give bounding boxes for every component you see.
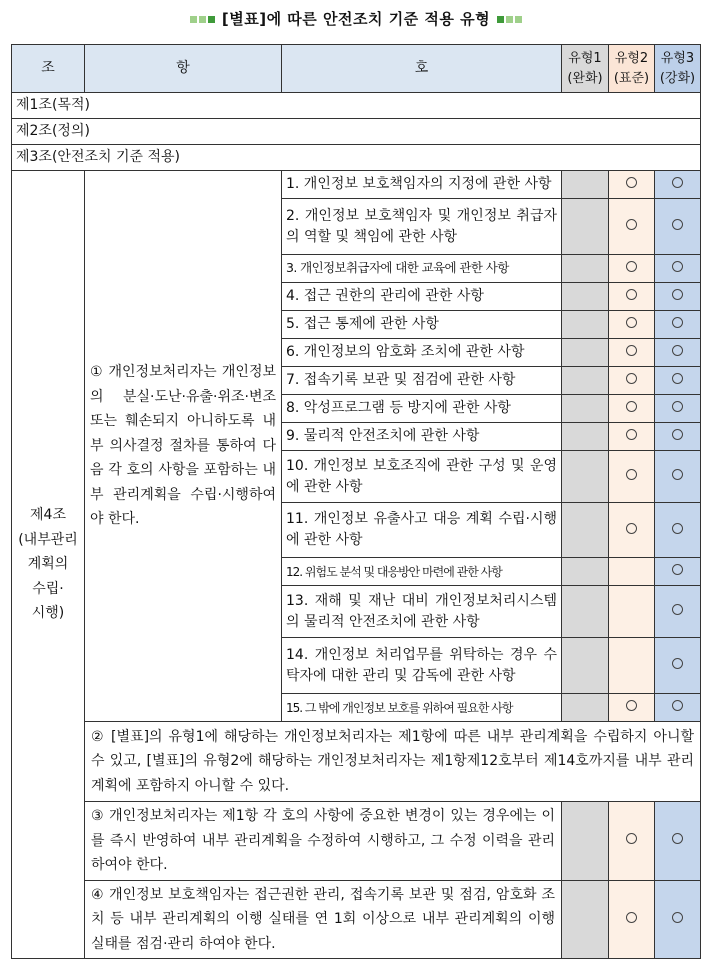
article4-jo-line: (내부관리 xyxy=(18,531,78,548)
hang4-type2-cell xyxy=(609,880,655,959)
circle-mark-icon xyxy=(672,177,683,188)
hang1-text: ① 개인정보처리자는 개인정보의 분실·도난·유출·위조·변조 또는 훼손되지 아니하도록 내부 의사결정 절차를 통하여 다음 각 호의 사항을 포함하는 내부 관리계획을 수립·시행하여야 한다. xyxy=(85,171,282,722)
circle-mark-icon xyxy=(672,317,683,328)
item-text: 4. 접근 권한의 관리에 관한 사항 xyxy=(282,283,562,311)
title-square-icon xyxy=(506,16,513,23)
item-text: 14. 개인정보 처리업무를 위탁하는 경우 수탁자에 대한 관리 및 감독에 관한 사항 xyxy=(282,638,562,694)
circle-mark-icon xyxy=(672,833,683,844)
item-text: 8. 악성프로그램 등 방지에 관한 사항 xyxy=(282,395,562,423)
item-type2-cell xyxy=(609,586,655,638)
item-type1-cell xyxy=(562,283,609,311)
circle-mark-icon xyxy=(626,401,637,412)
item-type1-cell xyxy=(562,586,609,638)
article-row: 제1조(목적) xyxy=(12,93,701,119)
title-square-icon xyxy=(190,16,197,23)
article4-jo xyxy=(12,171,85,959)
hang4-row xyxy=(12,880,701,959)
item-type2-cell xyxy=(609,199,655,255)
item-type2-cell xyxy=(609,395,655,423)
item-type1-cell xyxy=(562,423,609,451)
hang3-row xyxy=(12,802,701,881)
hang3-type2-cell xyxy=(609,802,655,881)
circle-mark-icon xyxy=(626,177,637,188)
item-type1-cell xyxy=(562,199,609,255)
item-type2-cell xyxy=(609,451,655,503)
item-type2-cell xyxy=(609,283,655,311)
circle-mark-icon xyxy=(672,219,683,230)
circle-mark-icon xyxy=(672,604,683,615)
item-type3-cell xyxy=(655,255,701,283)
item-text: 6. 개인정보의 암호화 조치에 관한 사항 xyxy=(282,339,562,367)
type1-name: 유형1 xyxy=(568,50,602,66)
circle-mark-icon xyxy=(626,373,637,384)
hang3-text: ③ 개인정보처리자는 제1항 각 호의 사항에 중요한 변경이 있는 경우에는 이를 즉시 반영하여 내부 관리계획을 수정하여 시행하고, 그 수정 이력을 관리하여야 한다. xyxy=(85,802,562,881)
item-type1-cell xyxy=(562,311,609,339)
article4-jo-line: 시행) xyxy=(31,605,65,622)
circle-mark-icon xyxy=(672,564,683,575)
circle-mark-icon xyxy=(626,469,637,480)
item-text: 11. 개인정보 유출사고 대응 계획 수립·시행에 관한 사항 xyxy=(282,503,562,558)
item-type3-cell xyxy=(655,503,701,558)
item-type1-cell xyxy=(562,367,609,395)
item-type1-cell xyxy=(562,171,609,199)
header-type3 xyxy=(655,45,701,93)
circle-mark-icon xyxy=(626,833,637,844)
item-type3-cell xyxy=(655,451,701,503)
item-type1-cell xyxy=(562,255,609,283)
item-type3-cell xyxy=(655,694,701,722)
circle-mark-icon xyxy=(626,912,637,923)
circle-mark-icon xyxy=(672,469,683,480)
item-text: 13. 재해 및 재난 대비 개인정보처리시스템의 물리적 안전조치에 관한 사항 xyxy=(282,586,562,638)
title-square-icon xyxy=(497,16,504,23)
header-ho: 호 xyxy=(282,45,562,93)
item-text: 2. 개인정보 보호책임자 및 개인정보 취급자의 역할 및 책임에 관한 사항 xyxy=(282,199,562,255)
item-text: 12. 위험도 분석 및 대응방안 마련에 관한 사항 xyxy=(282,558,562,586)
item-type2-cell xyxy=(609,339,655,367)
title-square-icon xyxy=(199,16,206,23)
type1-sub: (완화) xyxy=(567,70,603,86)
circle-mark-icon xyxy=(626,219,637,230)
title-square-icon xyxy=(515,16,522,23)
hang3-type1-cell xyxy=(562,802,609,881)
item-type2-cell xyxy=(609,255,655,283)
hang3-type3-cell xyxy=(655,802,701,881)
item-text: 7. 접속기록 보관 및 점검에 관한 사항 xyxy=(282,367,562,395)
item-type1-cell xyxy=(562,694,609,722)
item-type1-cell xyxy=(562,339,609,367)
circle-mark-icon xyxy=(672,401,683,412)
type2-name: 유형2 xyxy=(614,50,649,66)
item-text: 9. 물리적 안전조치에 관한 사항 xyxy=(282,423,562,451)
circle-mark-icon xyxy=(672,345,683,356)
circle-mark-icon xyxy=(672,700,683,711)
circle-mark-icon xyxy=(626,345,637,356)
hang4-type1-cell xyxy=(562,880,609,959)
header-type2 xyxy=(609,45,655,93)
item-type3-cell xyxy=(655,311,701,339)
item-text: 10. 개인정보 보호조직에 관한 구성 및 운영에 관한 사항 xyxy=(282,451,562,503)
item-text: 15. 그 밖에 개인정보 보호를 위하여 필요한 사항 xyxy=(282,694,562,722)
article4-jo-line: 수립· xyxy=(32,580,64,597)
article-row: 제3조(안전조치 기준 적용) xyxy=(12,145,701,171)
hang2-row xyxy=(12,722,701,802)
circle-mark-icon xyxy=(672,261,683,272)
item-type1-cell xyxy=(562,558,609,586)
hang2-text: ② [별표]의 유형1에 해당하는 개인정보처리자는 제1항에 따른 내부 관리계획을 수립하지 아니할 수 있고, [별표]의 유형2에 해당하는 개인정보처리자는 제1항제12호부터 제14호까지를 내부 관리계획에 포함하지 아니할 수 있다. xyxy=(85,722,701,802)
item-type3-cell xyxy=(655,423,701,451)
header-jo: 조 xyxy=(12,45,85,93)
item-type3-cell xyxy=(655,638,701,694)
circle-mark-icon xyxy=(672,373,683,384)
item-text: 5. 접근 통제에 관한 사항 xyxy=(282,311,562,339)
item-type1-cell xyxy=(562,451,609,503)
item-type2-cell xyxy=(609,171,655,199)
circle-mark-icon xyxy=(626,317,637,328)
item-type2-cell xyxy=(609,638,655,694)
circle-mark-icon xyxy=(672,289,683,300)
title-square-icon xyxy=(208,16,215,23)
circle-mark-icon xyxy=(672,523,683,534)
circle-mark-icon xyxy=(626,523,637,534)
item-type3-cell xyxy=(655,339,701,367)
circle-mark-icon xyxy=(672,658,683,669)
type3-sub: (강화) xyxy=(659,70,696,86)
article4-jo-line: 제4조 xyxy=(30,507,66,524)
item-type2-cell xyxy=(609,311,655,339)
page-title xyxy=(0,8,712,29)
item-type3-cell xyxy=(655,171,701,199)
header-hang: 항 xyxy=(85,45,282,93)
item-type3-cell xyxy=(655,558,701,586)
item-type2-cell xyxy=(609,558,655,586)
item-type2-cell xyxy=(609,694,655,722)
standards-table xyxy=(11,44,701,959)
item-type1-cell xyxy=(562,395,609,423)
item-text: 3. 개인정보취급자에 대한 교육에 관한 사항 xyxy=(282,255,562,283)
article4-jo-line: 계획의 xyxy=(27,556,69,573)
circle-mark-icon xyxy=(626,429,637,440)
type2-sub: (표준) xyxy=(613,70,650,86)
item-type1-cell xyxy=(562,503,609,558)
article-row: 제2조(정의) xyxy=(12,119,701,145)
item-text: 1. 개인정보 보호책임자의 지정에 관한 사항 xyxy=(282,171,562,199)
hang4-type3-cell xyxy=(655,880,701,959)
item-type3-cell xyxy=(655,586,701,638)
item-type3-cell xyxy=(655,395,701,423)
item-type2-cell xyxy=(609,423,655,451)
hang4-text: ④ 개인정보 보호책임자는 접근권한 관리, 접속기록 보관 및 점검, 암호화 조치 등 내부 관리계획의 이행 실태를 연 1회 이상으로 내부 관리계획의 이행 실태를 점검·관리 하여야 한다. xyxy=(85,880,562,959)
circle-mark-icon xyxy=(672,429,683,440)
header-type1 xyxy=(562,45,609,93)
item-row xyxy=(12,171,701,199)
item-type2-cell xyxy=(609,503,655,558)
circle-mark-icon xyxy=(626,261,637,272)
circle-mark-icon xyxy=(626,700,637,711)
circle-mark-icon xyxy=(626,289,637,300)
item-type1-cell xyxy=(562,638,609,694)
circle-mark-icon xyxy=(672,912,683,923)
item-type3-cell xyxy=(655,367,701,395)
title-text: [별표]에 따른 안전조치 기준 적용 유형 xyxy=(221,10,491,28)
type3-name: 유형3 xyxy=(660,50,695,66)
item-type3-cell xyxy=(655,199,701,255)
item-type3-cell xyxy=(655,283,701,311)
item-type2-cell xyxy=(609,367,655,395)
